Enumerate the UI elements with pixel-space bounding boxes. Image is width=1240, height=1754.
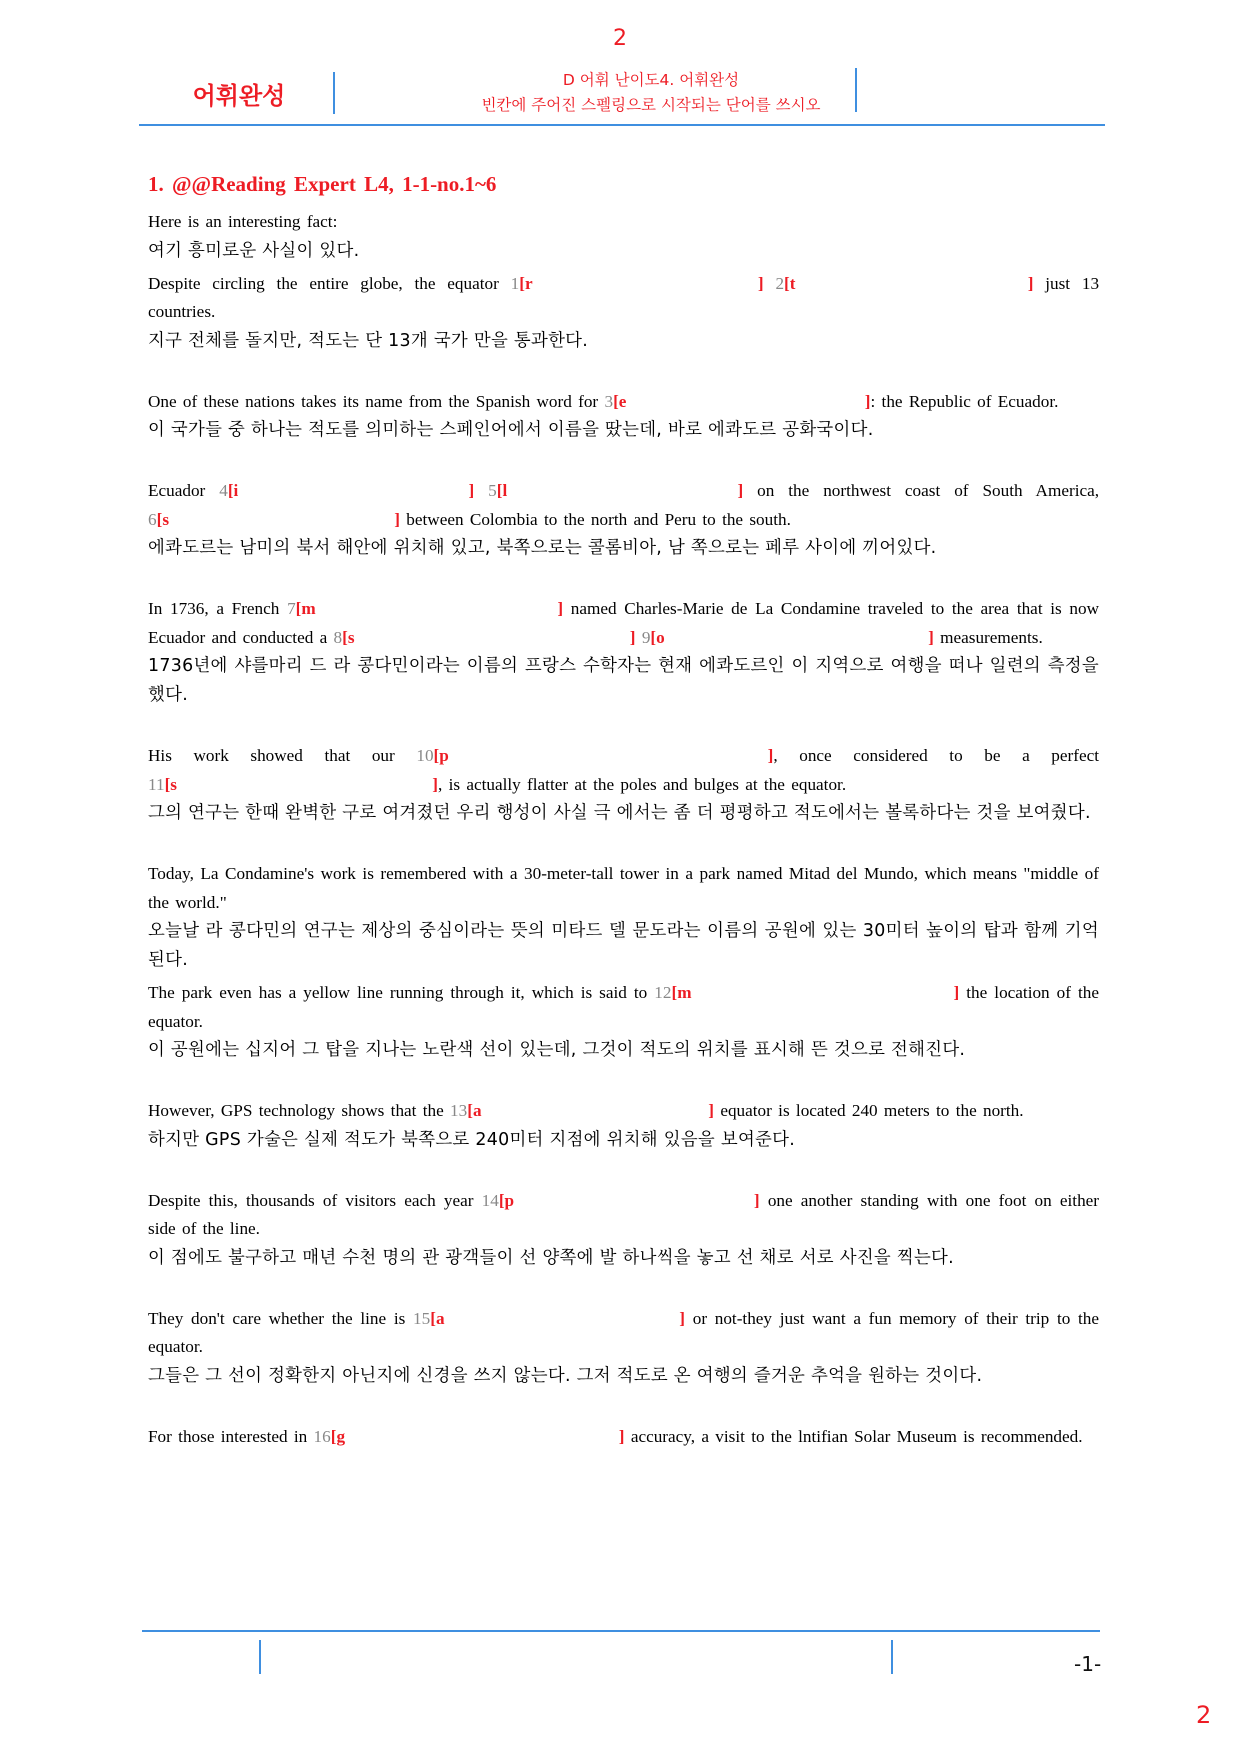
english-sentence: In 1736, a French 7[m ] named Charles-Marie de La Condamine traveled to the area that is now Ecuador and conducted a 8[s ] 9[o ] measurements. <box>148 595 1099 652</box>
korean-translation: 그의 연구는 한때 완벽한 구로 여겨졌던 우리 행성이 사실 극 에서는 좀 더 평평하고 적도에서는 볼록하다는 것을 보여줬다. <box>148 803 1091 823</box>
footer-divider-right <box>891 1640 893 1674</box>
korean-translation: 에콰도르는 남미의 북서 해안에 위치해 있고, 북쪽으로는 콜롬비아, 남 쪽으로는 페루 사이에 끼어있다. <box>148 538 937 558</box>
worksheet-content <box>148 172 1099 1483</box>
blank-11[interactable]: 11[s ] <box>148 774 438 794</box>
sentence-6 <box>148 742 1099 828</box>
english-sentence: However, GPS technology shows that the 13[a ] equator is located 240 meters to the north. <box>148 1097 1099 1126</box>
header-title: 어휘완성 <box>192 82 286 110</box>
sentence-9 <box>148 1097 1099 1155</box>
sentence-11 <box>148 1305 1099 1391</box>
korean-translation: 이 공원에는 십지어 그 탑을 지나는 노란색 선이 있는데, 그것이 적도의 위치를 표시해 뜬 것으로 전해진다. <box>148 1040 966 1060</box>
blank-3[interactable]: 3[e ] <box>604 391 871 411</box>
english-sentence: The park even has a yellow line running through it, which is said to 12[m ] the location of the equator. <box>148 979 1099 1036</box>
sentence-3 <box>148 388 1099 446</box>
sentence-5 <box>148 595 1099 710</box>
sentence-7 <box>148 860 1099 975</box>
english-sentence: His work showed that our 10[p ] , once considered to be a perfect 11[s ] , is actually flatter at the poles and bulges at the equator. <box>148 742 1099 799</box>
blank-6[interactable]: 6[s ] <box>148 509 400 529</box>
blank-14[interactable]: 14[p ] <box>481 1190 760 1210</box>
header-divider-right <box>855 68 857 112</box>
korean-translation: 1736년에 샤를마리 드 라 콩다민이라는 이름의 프랑스 수학자는 현재 에콰도르인 이 지역으로 여행을 떠나 일련의 측정을 했다. <box>148 656 1099 705</box>
footer-page-number: -1- <box>1074 1652 1102 1676</box>
blank-8[interactable]: 8[s ] <box>333 627 636 647</box>
footer-rule <box>142 1630 1100 1632</box>
blank-5[interactable]: 5[l ] <box>488 481 744 500</box>
english-sentence: One of these nations takes its name from the Spanish word for 3[e ] : the Republic of Ecuador. <box>148 388 1099 417</box>
header-subtitle-line1: D 어휘 난이도4. 어휘완성 <box>562 71 740 89</box>
korean-translation: 지구 전체를 돌지만, 적도는 단 13개 국가 만을 통과한다. <box>148 330 589 351</box>
section-title: 1. @@Reading Expert L4, 1-1-no.1~6 <box>148 172 497 196</box>
blank-1[interactable]: 1[r ] <box>510 273 764 293</box>
english-sentence: Despite this, thousands of visitors each year 14[p ] one another standing with one foot on either side of the line. <box>148 1187 1099 1244</box>
korean-translation: 여기 흥미로운 사실이 있다. <box>148 240 360 261</box>
blank-4[interactable]: 4[i ] <box>219 481 475 500</box>
korean-translation: 이 점에도 불구하고 매년 수천 명의 관 광객들이 선 양쪽에 발 하나씩을 놓고 선 채로 서로 사진을 찍는다. <box>148 1247 954 1268</box>
sentence-2 <box>148 270 1099 356</box>
header-rule <box>139 124 1105 126</box>
sentence-4 <box>148 477 1099 563</box>
sentence-10 <box>148 1187 1099 1273</box>
english-sentence: Today, La Condamine's work is remembered with a 30-meter-tall tower in a park named Mitad del Mundo, which means "middle of the world." <box>148 864 1099 912</box>
blank-9[interactable]: 9[o ] <box>641 627 934 647</box>
korean-translation: 이 국가들 중 하나는 적도를 의미하는 스페인어에서 이름을 땄는데, 바로 에콰도르 공화국이다. <box>148 420 874 440</box>
sentence-8 <box>148 979 1099 1065</box>
english-sentence: Ecuador 4[i ] 5[l ] on the northwest coast of South America, 6[s ] between Colombia to the north and Peru to the south. <box>148 477 1099 534</box>
corner-page-number: 2 <box>1196 1701 1212 1729</box>
korean-translation: 그들은 그 선이 정확한지 아닌지에 신경을 쓰지 않는다. 그저 적도로 온 여행의 즐거운 추억을 원하는 것이다. <box>148 1365 983 1386</box>
blank-7[interactable]: 7[m ] <box>287 599 564 618</box>
english-sentence: Here is an interesting fact: <box>148 212 338 231</box>
footer-divider-left <box>259 1640 261 1674</box>
blank-16[interactable]: 16[g ] <box>313 1426 625 1446</box>
header-subtitle-line2: 빈칸에 주어진 스펠링으로 시작되는 단어를 쓰시오 <box>481 96 821 114</box>
sentence-1 <box>148 208 1099 266</box>
blank-12[interactable]: 12[m ] <box>654 983 960 1002</box>
blank-13[interactable]: 13[a ] <box>450 1101 715 1120</box>
korean-translation: 하지만 GPS 가술은 실제 적도가 북쪽으로 240미터 지점에 위치해 있음을 보여준다. <box>148 1129 796 1150</box>
blank-15[interactable]: 15[a ] <box>413 1308 686 1328</box>
header-divider-left <box>333 72 335 114</box>
english-sentence: They don't care whether the line is 15[a ] or not-they just want a fun memory of their trip to the equator. <box>148 1305 1099 1362</box>
sentence-12 <box>148 1423 1099 1452</box>
blank-10[interactable]: 10[p ] <box>416 746 774 765</box>
worksheet-header <box>139 66 1105 124</box>
korean-translation: 오늘날 라 콩다민의 연구는 제상의 중심이라는 뜻의 미타드 델 문도라는 이름의 공원에 있는 30미터 높이의 탑과 함께 기억된다. <box>148 921 1099 970</box>
english-sentence: Despite circling the entire globe, the equator 1[r ] 2[t ] just 13 countries. <box>148 270 1099 327</box>
blank-2[interactable]: 2[t ] <box>775 273 1034 293</box>
top-page-number: 2 <box>613 26 627 51</box>
english-sentence: For those interested in 16[g ] accuracy, a visit to the lntifian Solar Museum is recommended. <box>148 1423 1099 1452</box>
